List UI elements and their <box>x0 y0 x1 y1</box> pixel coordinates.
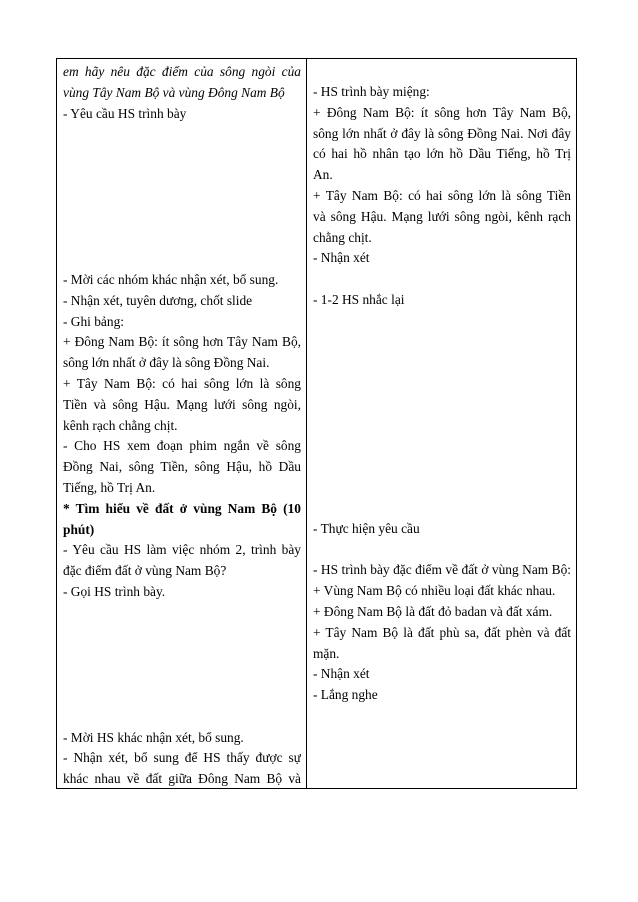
teacher-text-line: Tiếng, hồ Trị An. <box>63 479 156 495</box>
blank-line <box>313 269 571 290</box>
teacher-activities-column <box>63 62 301 790</box>
blank-line <box>313 498 571 519</box>
teacher-text-line: * Tìm hiểu về đất ở vùng Nam Bộ (10 <box>63 500 301 516</box>
blank-line <box>63 166 301 187</box>
teacher-text-line: phút) <box>63 521 95 537</box>
blank-line <box>63 624 301 645</box>
student-text-line: - 1-2 HS nhắc lại <box>313 291 405 307</box>
blank-line <box>313 436 571 457</box>
blank-line <box>313 311 571 332</box>
blank-line <box>63 208 301 229</box>
student-text-line: mặn. <box>313 645 340 661</box>
student-text-line: chằng chịt. <box>313 229 372 245</box>
student-text-line: - HS trình bày đặc điểm về đất ở vùng Nam Bộ: <box>313 562 571 578</box>
blank-line <box>313 477 571 498</box>
teacher-text-line: + Đông Nam Bộ: ít sông hơn Tây Nam Bộ, <box>63 334 301 350</box>
student-activities-column <box>313 82 571 706</box>
student-text-line: - HS trình bày miệng: <box>313 84 430 99</box>
blank-line <box>313 415 571 436</box>
blank-line <box>63 665 301 686</box>
teacher-text-line: - Yêu cầu HS làm việc nhóm 2, trình bày <box>63 542 301 558</box>
student-text-line: - Nhận xét <box>313 250 370 266</box>
student-text-line: có hai hồ nhân tạo lớn hồ Dầu Tiếng, hồ Trị <box>313 146 571 162</box>
column-divider <box>306 58 307 789</box>
teacher-text-line: - Mời HS khác nhận xét, bổ sung. <box>63 729 244 745</box>
student-text-line: + Đông Nam Bộ: ít sông hơn Tây Nam Bộ, <box>313 104 571 120</box>
student-text-line: + Tây Nam Bộ là đất phù sa, đất phèn và đất <box>313 624 571 640</box>
blank-line <box>313 394 571 415</box>
teacher-text-line: - Nhận xét, tuyên dương, chốt slide <box>63 292 253 308</box>
blank-line <box>63 603 301 624</box>
student-text-line: và sông Hậu. Mạng lưới sông ngòi, kênh rạch <box>313 208 571 224</box>
teacher-text-line: - Gọi HS trình bày. <box>63 583 166 599</box>
blank-line <box>313 540 571 561</box>
teacher-text-line: sông lớn nhất ở đây là sông Đồng Nai. <box>63 355 270 371</box>
student-text-line: - Nhận xét <box>313 666 370 682</box>
student-text-line: - Thực hiện yêu cầu <box>313 520 420 536</box>
teacher-text-line: Đồng Nai, sông Tiền, sông Hậu, hồ Dầu <box>63 459 301 475</box>
blank-line <box>313 352 571 373</box>
student-text-line: sông lớn nhất ở đây là sông Đồng Nai. Nơi đây <box>313 125 571 141</box>
teacher-text-line: - Ghi bảng: <box>63 313 124 329</box>
student-text-line: - Lắng nghe <box>313 687 378 703</box>
blank-line <box>63 124 301 145</box>
student-text-line: + Tây Nam Bộ: có hai sông lớn là sông Tiền <box>313 187 571 203</box>
blank-line <box>63 145 301 166</box>
blank-line <box>63 249 301 270</box>
teacher-text-line: - Cho HS xem đoạn phim ngắn về sông <box>63 438 301 454</box>
teacher-text-line: - Nhận xét, bổ sung để HS thấy được sự <box>63 750 301 766</box>
student-text-line: + Đông Nam Bộ là đất đỏ badan và đất xám. <box>313 603 553 619</box>
student-text-line: An. <box>313 167 333 183</box>
teacher-text-line: + Tây Nam Bộ: có hai sông lớn là sông <box>63 375 301 391</box>
blank-line <box>313 332 571 353</box>
teacher-text-line: - Yêu cầu HS trình bày <box>63 105 187 121</box>
blank-line <box>63 707 301 728</box>
teacher-text-line: khác nhau về đất giữa Đông Nam Bộ và <box>63 771 301 787</box>
blank-line <box>313 373 571 394</box>
blank-line <box>63 686 301 707</box>
teacher-text-line: vùng Tây Nam Bộ và vùng Đông Nam Bộ <box>63 84 285 100</box>
student-text-line: + Vùng Nam Bộ có nhiều loại đất khác nhau. <box>313 583 556 599</box>
teacher-text-line: Tiền và sông Hậu. Mạng lưới sông ngòi, <box>63 396 301 412</box>
teacher-text-line: đặc điểm đất ở vùng Nam Bộ? <box>63 563 227 579</box>
teacher-text-line: - Mời các nhóm khác nhận xét, bổ sung. <box>63 271 279 287</box>
blank-line <box>313 456 571 477</box>
teacher-text-line: em hãy nêu đặc điểm của sông ngòi của <box>63 64 301 79</box>
blank-line <box>63 187 301 208</box>
blank-line <box>63 228 301 249</box>
blank-line <box>63 644 301 665</box>
teacher-text-line: kênh rạch chằng chịt. <box>63 417 178 433</box>
